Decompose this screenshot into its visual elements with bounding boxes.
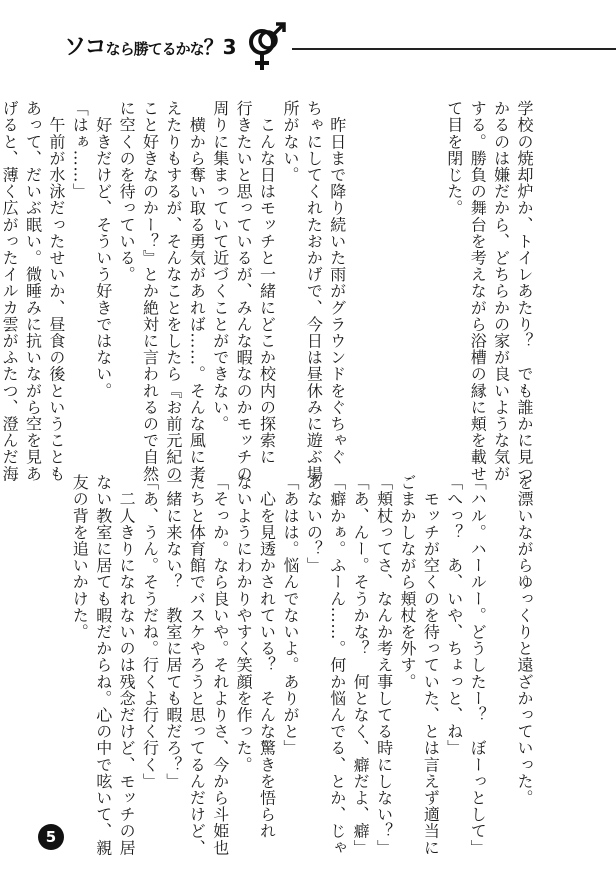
header-rule bbox=[292, 48, 616, 50]
title-mid: なら勝てるかな bbox=[105, 40, 204, 58]
body-text-bottom: を漂いながらゆっくりと遠ざかっていった。 「ハル。ハールー。どうしたー？ ぼーっとして」 「へっ？ あ、いや、ちょっと、ね」 モッチが空くのを待っていた、とは言えず適当に ごまかしながら頬杖を外す。 「頬杖ってさ、なんか考え事してる時にしない？」 「あ、んー。そうかな？ 何となく、癖だよ、癖」 「癖かぁ。ふーん……。何か悩んでる、とか、じゃ あないの？」 「あはは。悩んでないよ。ありがと」 心を見透かされている？ そんな驚きを悟られ ないようにわかりやすく笑顔を作った。 「そっか。なら良いや。それよりさ、今から斗姫也 たちと体育館でバスケやろうと思ってるんだけど、 一緒に来ない？ 教室に居ても暇だろ？」 「あ、うん。そうだね。行くよ行く行く」 二人きりになれないのは残念だけど、モッチの居 ない教室に居ても暇だからね。心の中で呟いて、親 友の背を追いかけた。 bbox=[70, 474, 534, 856]
title-end: ？3 bbox=[203, 35, 236, 59]
title-main: ソコ bbox=[64, 35, 106, 60]
gender-symbols-icon bbox=[244, 22, 288, 74]
page-number: 5 bbox=[38, 824, 64, 850]
running-header bbox=[0, 0, 616, 80]
body-text-top: 学校の焼却炉か、トイレあたり？ でも誰かに見つ かるのは嫌だから、どちらかの家が良いような気が する。勝負の舞台を考えながら浴槽の縁に頬を載せ て目を閉じた。 昨日まで降り続いた雨がグラウンドをぐちゃぐ ちゃにしてくれたおかげで、今日は昼休みに遊ぶ場 所がない。 こんな日はモッチと一緒にどこか校内の探索に 行きたいと思っているが、みんな暇なのかモッチの 周りに集まっていて近づくことができない。 横から奪い取る勇気があれば……。そんな風に考 えたりもするが、そんなことをしたら『お前元紀の こと好きなのかー？』とか絶対に言われるので自然 に空くのを待っている。 好きだけど、そういう好きではない。 「はぁ……」 午前が水泳だったせいか、昼食の後ということも あって、だいぶ眠い。微睡みに抗いながら空を見あ げると、薄く広がったイルカ雲がふたつ、澄んだ海 bbox=[0, 100, 534, 482]
book-title bbox=[64, 30, 236, 61]
